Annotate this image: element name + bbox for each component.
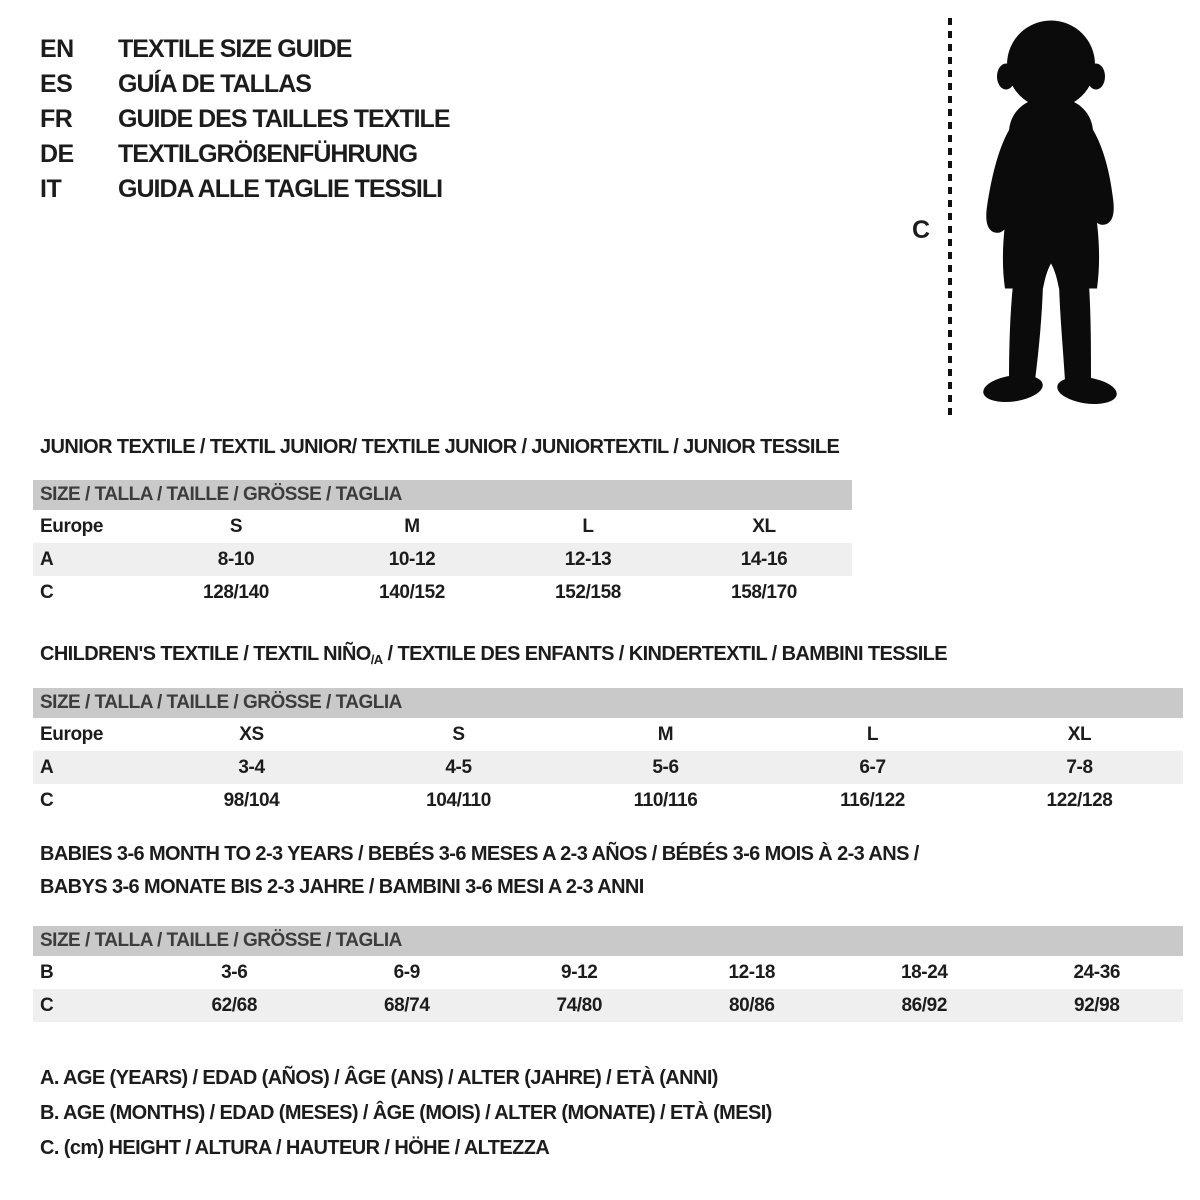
cell-value: 122/128 — [1046, 789, 1113, 811]
legend-line-b: B. AGE (MONTHS) / EDAD (MESES) / ÂGE (MOIS) / ALTER (MONATE) / ETÀ (MESI) — [40, 1102, 772, 1124]
cell-value: 24-36 — [1073, 961, 1121, 983]
cell-value: 92/98 — [1011, 989, 1184, 1022]
lang-code-it: IT — [40, 175, 62, 203]
babies-section-title-line2: BABYS 3-6 MONATE BIS 2-3 JAHRE / BAMBINI 3-6 MESI A 2-3 ANNI — [40, 876, 644, 898]
children-table — [33, 688, 1183, 817]
lang-title-it: GUIDA ALLE TAGLIE TESSILI — [118, 175, 443, 203]
cell-value: 128/140 — [203, 581, 269, 603]
row-label: C — [33, 989, 148, 1022]
cell-value: 74/80 — [493, 989, 666, 1022]
cell-value: M — [657, 723, 674, 745]
row-label: A — [33, 543, 148, 576]
cell-value: 10-12 — [324, 543, 500, 576]
row-label: A — [33, 751, 148, 784]
children-title-sub: /A — [370, 652, 383, 667]
cell-value: 158/170 — [731, 581, 797, 603]
junior-size-header-bar: SIZE / TALLA / TAILLE / GRÖSSE / TAGLIA — [33, 480, 852, 510]
row-label: C — [40, 581, 54, 603]
legend-line-c: C. (cm) HEIGHT / ALTURA / HAUTEUR / HÖHE / ALTEZZA — [40, 1137, 550, 1159]
cell-value: L — [582, 515, 594, 537]
cell-value: 8-10 — [148, 543, 324, 576]
junior-section-title: JUNIOR TEXTILE / TEXTIL JUNIOR/ TEXTILE JUNIOR / JUNIORTEXTIL / JUNIOR TESSILE — [40, 436, 840, 458]
lang-row-es — [40, 67, 450, 102]
row-label: C — [40, 789, 54, 811]
cell-value: 5-6 — [562, 751, 769, 784]
cell-value: 3-6 — [221, 961, 248, 983]
lang-row-fr — [40, 102, 450, 137]
cell-value: 3-4 — [148, 751, 355, 784]
legend — [40, 1061, 772, 1166]
cell-value: 7-8 — [976, 751, 1183, 784]
junior-table — [33, 480, 852, 609]
height-measure-dashed-line — [948, 18, 952, 415]
cell-value: S — [229, 515, 243, 537]
junior-row-a — [33, 543, 852, 576]
cell-value: 104/110 — [426, 789, 491, 811]
toddler-ear-left — [997, 64, 1015, 90]
cell-value: 6-9 — [393, 961, 420, 983]
children-size-header-bar: SIZE / TALLA / TAILLE / GRÖSSE / TAGLIA — [33, 688, 1183, 718]
cell-value: 6-7 — [769, 751, 976, 784]
lang-code-fr: FR — [40, 105, 73, 133]
cell-value: 110/116 — [633, 789, 698, 811]
cell-value: XS — [239, 723, 264, 745]
lang-row-it — [40, 172, 450, 207]
legend-line-a: A. AGE (YEARS) / EDAD (AÑOS) / ÂGE (ANS) / ALTER (JAHRE) / ETÀ (ANNI) — [40, 1067, 718, 1089]
cell-value: 98/104 — [223, 789, 280, 811]
junior-row-europe — [33, 510, 852, 543]
row-label: Europe — [40, 723, 104, 745]
row-label: Europe — [40, 515, 104, 537]
lang-code-de: DE — [40, 140, 74, 168]
children-title-prefix: CHILDREN'S TEXTILE / TEXTIL NIÑO — [40, 643, 371, 665]
cell-value: 86/92 — [838, 989, 1011, 1022]
lang-row-de — [40, 137, 450, 172]
children-row-europe — [33, 718, 1183, 751]
lang-code-en: EN — [40, 35, 74, 63]
babies-size-header-bar: SIZE / TALLA / TAILLE / GRÖSSE / TAGLIA — [33, 926, 1183, 956]
children-title-suffix: / TEXTILE DES ENFANTS / KINDERTEXTIL / BAMBINI TESSILE — [382, 643, 948, 665]
row-label: B — [40, 961, 54, 983]
cell-value: 12-18 — [728, 961, 776, 983]
cell-value: XL — [752, 515, 776, 537]
children-row-c — [33, 784, 1183, 817]
children-section-title — [40, 643, 947, 667]
cell-value: 140/152 — [379, 581, 445, 603]
cell-value: 68/74 — [321, 989, 494, 1022]
cell-value: XL — [1067, 723, 1092, 745]
cell-value: 4-5 — [355, 751, 562, 784]
toddler-leg-left — [1009, 285, 1043, 381]
lang-row-en — [40, 32, 450, 67]
lang-title-en: TEXTILE SIZE GUIDE — [118, 35, 352, 63]
cell-value: 80/86 — [666, 989, 839, 1022]
babies-table — [33, 926, 1183, 1022]
cell-value: L — [866, 723, 879, 745]
children-row-a — [33, 751, 1183, 784]
babies-row-c — [33, 989, 1183, 1022]
lang-code-es: ES — [40, 70, 73, 98]
language-title-list — [40, 32, 450, 207]
cell-value: 152/158 — [555, 581, 621, 603]
cell-value: 62/68 — [148, 989, 321, 1022]
toddler-ear-right — [1087, 64, 1105, 90]
cell-value: 12-13 — [500, 543, 676, 576]
cell-value: 14-16 — [676, 543, 852, 576]
cell-value: 116/122 — [840, 789, 905, 811]
cell-value: M — [404, 515, 420, 537]
lang-title-fr: GUIDE DES TAILLES TEXTILE — [118, 105, 450, 133]
measure-label-c: C — [912, 216, 931, 244]
cell-value: 18-24 — [900, 961, 948, 983]
cell-value: 9-12 — [561, 961, 598, 983]
lang-title-es: GUÍA DE TALLAS — [118, 70, 311, 98]
junior-row-c — [33, 576, 852, 609]
toddler-leg-right — [1059, 285, 1091, 381]
lang-title-de: TEXTILGRÖßENFÜHRUNG — [118, 140, 418, 168]
toddler-silhouette — [963, 16, 1138, 412]
babies-section-title-line1: BABIES 3-6 MONTH TO 2-3 YEARS / BEBÉS 3-6 MESES A 2-3 AÑOS / BÉBÉS 3-6 MOIS À 2-3 ANS / — [40, 843, 919, 865]
babies-row-b — [33, 956, 1183, 989]
cell-value: S — [452, 723, 465, 745]
toddler-shorts — [1003, 197, 1099, 289]
toddler-head — [1007, 21, 1095, 109]
